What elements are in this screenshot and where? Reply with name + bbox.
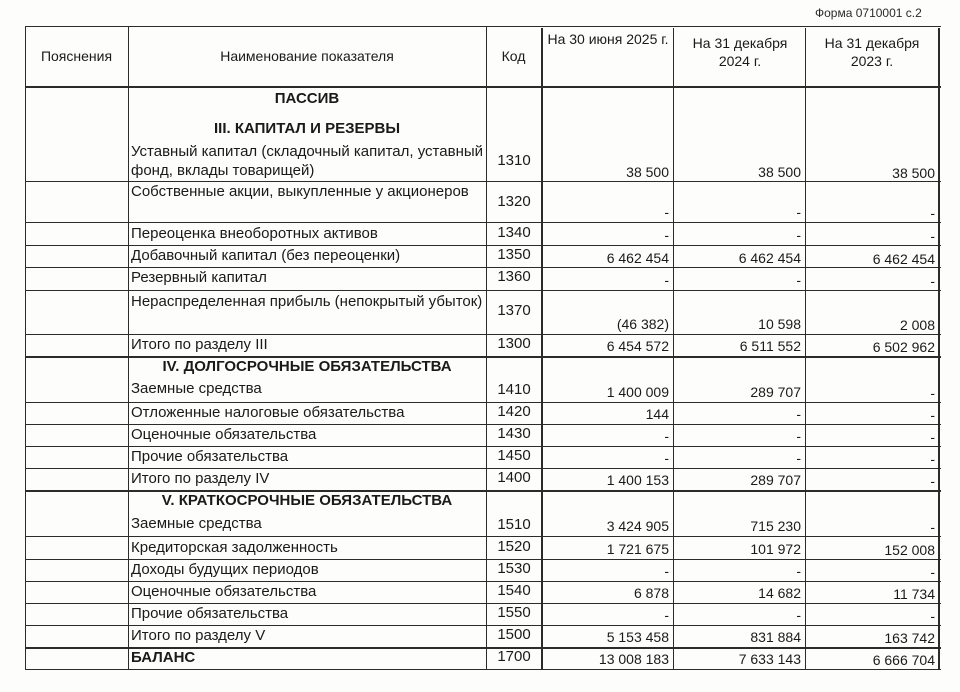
value-2024: 715 230: [750, 518, 801, 534]
value-2025: 1 721 675: [606, 541, 669, 557]
value-2025: 13 008 183: [598, 651, 669, 667]
row-code: 1360: [497, 268, 531, 285]
value-2023: -: [930, 407, 935, 423]
row-name: Добавочный капитал (без переоценки): [131, 247, 401, 264]
row-name: Оценочные обязательства: [131, 426, 317, 443]
value-2025: 5 153 458: [606, 629, 669, 645]
value-2023: -: [930, 228, 935, 244]
value-2024: 831 884: [750, 629, 801, 645]
row-code: 1310: [497, 152, 531, 169]
value-2025: 38 500: [626, 164, 669, 180]
value-2025: -: [664, 227, 669, 243]
row-code: 1400: [497, 469, 531, 486]
value-2023: -: [930, 205, 935, 221]
row-name: Оценочные обязательства: [131, 583, 317, 600]
value-2024: 10 598: [758, 316, 801, 332]
value-2024: 7 633 143: [738, 651, 801, 667]
section-5-title: V. КРАТКОСРОЧНЫЕ ОБЯЗАТЕЛЬСТВА: [161, 492, 453, 509]
section-liabilities-title: ПАССИВ: [274, 90, 340, 107]
value-2024: -: [796, 428, 801, 444]
row-code: 1420: [497, 403, 531, 420]
row-name: Заемные средства: [131, 380, 262, 397]
value-2024: 6 511 552: [739, 338, 801, 354]
row-name: Переоценка внеоборотных активов: [131, 225, 378, 242]
row-code: 1410: [497, 381, 531, 398]
value-2025: 1 400 009: [606, 384, 669, 400]
row-code: 1370: [497, 302, 531, 319]
row-name: Кредиторская задолженность: [131, 539, 338, 556]
value-2023: -: [930, 385, 935, 401]
section-3-title: III. КАПИТАЛ И РЕЗЕРВЫ: [214, 120, 400, 137]
header-period-3: На 31 декабря 2023 г.: [824, 35, 920, 69]
row-code: 1530: [497, 560, 531, 577]
value-2025: -: [664, 607, 669, 623]
value-2024: 6 462 454: [738, 250, 801, 266]
value-2024: 38 500: [758, 164, 801, 180]
row-name: Доходы будущих периодов: [131, 561, 319, 578]
value-2023: -: [930, 473, 935, 489]
value-2024: 289 707: [750, 472, 801, 488]
value-2024: 289 707: [750, 384, 801, 400]
row-code: 1320: [497, 193, 531, 210]
row-name: Резервный капитал: [131, 269, 267, 286]
value-2023: -: [930, 519, 935, 535]
row-code: 1700: [497, 648, 531, 665]
row-name: Итого по разделу V: [131, 627, 266, 644]
value-2023: -: [930, 451, 935, 467]
form-number: Форма 0710001 с.2: [815, 6, 922, 20]
header-indicator-name: Наименование показателя: [220, 48, 394, 64]
value-2025: 6 878: [633, 585, 669, 601]
row-code: 1500: [497, 626, 531, 643]
value-2023: 152 008: [884, 542, 935, 558]
value-2025: -: [664, 204, 669, 220]
section-4-title: IV. ДОЛГОСРОЧНЫЕ ОБЯЗАТЕЛЬСТВА: [162, 358, 452, 375]
row-code: 1340: [497, 224, 531, 241]
row-name: Заемные средства: [131, 515, 262, 532]
value-2023: 163 742: [884, 630, 935, 646]
row-name: Отложенные налоговые обязательства: [131, 404, 405, 421]
row-code: 1540: [497, 582, 531, 599]
value-2023: 11 734: [893, 586, 935, 602]
row-name: Собственные акции, выкупленные у акционеров: [131, 183, 469, 200]
value-2023: -: [930, 273, 935, 289]
value-2025: 3 424 905: [606, 518, 669, 534]
row-code: 1300: [497, 335, 531, 352]
value-2024: -: [796, 204, 801, 220]
header-code: Код: [501, 48, 526, 64]
value-2025: -: [664, 428, 669, 444]
value-2025: (46 382): [616, 316, 669, 332]
value-2023: 6 462 454: [872, 251, 935, 267]
value-2023: -: [930, 608, 935, 624]
row-name: Итого по разделу III: [131, 336, 268, 353]
value-2025: 1 400 153: [606, 472, 669, 488]
value-2023: 38 500: [892, 165, 935, 181]
row-code: 1520: [497, 538, 531, 555]
value-2023: -: [930, 564, 935, 580]
row-name: БАЛАНС: [131, 649, 196, 666]
value-2024: -: [796, 406, 801, 422]
header-period-1: На 30 июня 2025 г.: [547, 31, 669, 47]
value-2023: 2 008: [899, 317, 935, 333]
value-2025: 6 454 572: [606, 338, 669, 354]
row-code: 1430: [497, 425, 531, 442]
value-2024: 14 682: [758, 585, 801, 601]
value-2023: 6 502 962: [872, 339, 935, 355]
value-2025: -: [664, 450, 669, 466]
value-2024: -: [796, 607, 801, 623]
value-2024: -: [796, 563, 801, 579]
value-2025: 6 462 454: [606, 250, 669, 266]
row-code: 1350: [497, 246, 531, 263]
row-name: Прочие обязательства: [131, 448, 289, 465]
row-code: 1550: [497, 604, 531, 621]
value-2024: -: [796, 450, 801, 466]
row-name: Прочие обязательства: [131, 605, 289, 622]
header-notes: Пояснения: [40, 48, 113, 64]
row-code: 1510: [497, 516, 531, 533]
value-2025: -: [664, 563, 669, 579]
value-2024: -: [796, 272, 801, 288]
value-2024: 101 972: [750, 541, 801, 557]
row-code: 1450: [497, 447, 531, 464]
row-name: Нераспределенная прибыль (непокрытый убыток): [131, 293, 483, 310]
value-2023: -: [930, 429, 935, 445]
row-name: Уставный капитал (складочный капитал, уставный фонд, вклады товарищей): [131, 143, 484, 179]
value-2024: -: [796, 227, 801, 243]
value-2023: 6 666 704: [872, 652, 935, 668]
header-period-2: На 31 декабря 2024 г.: [692, 35, 788, 69]
value-2025: 144: [645, 406, 669, 422]
value-2025: -: [664, 272, 669, 288]
row-name: Итого по разделу IV: [131, 470, 270, 487]
